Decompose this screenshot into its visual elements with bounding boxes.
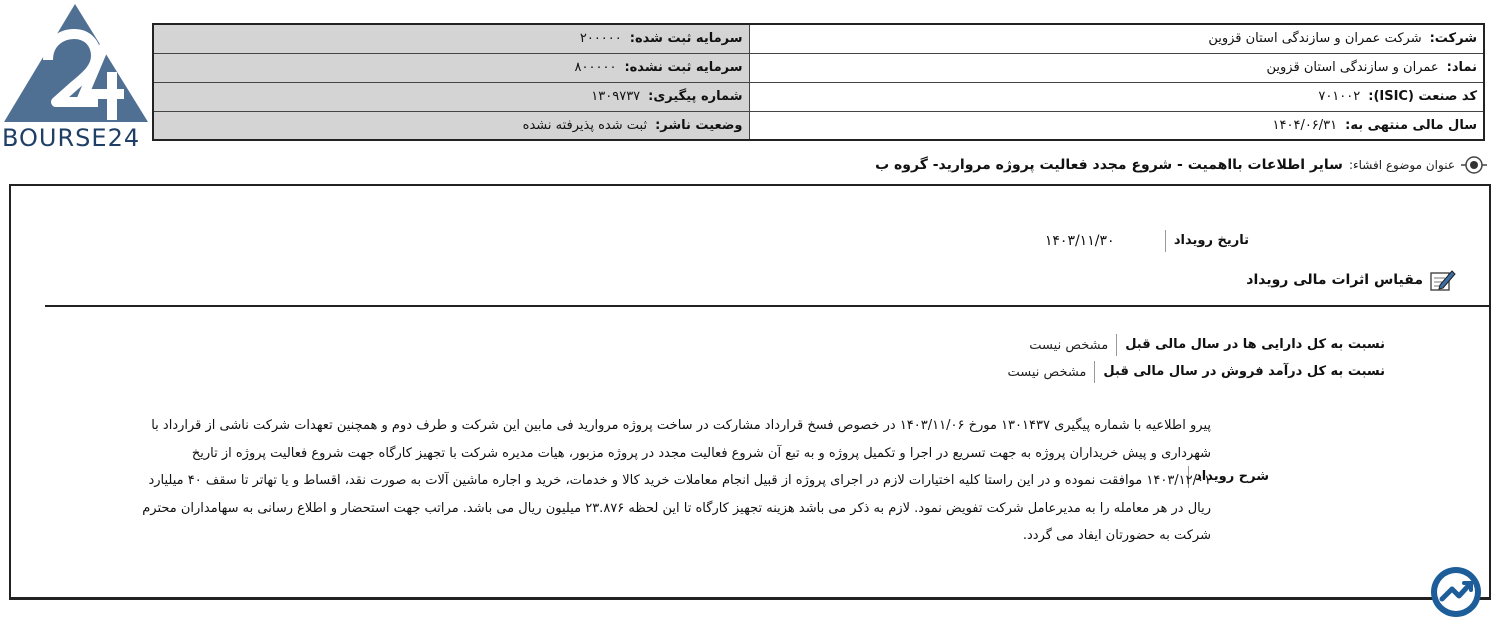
chart-badge-icon — [1429, 565, 1483, 619]
section-divider — [45, 305, 1489, 307]
isic-cell: کد صنعت (ISIC):۷۰۱۰۰۲ — [749, 82, 1484, 111]
subject-prefix: عنوان موضوع افشاء: — [1348, 158, 1455, 172]
financial-heading-text: مقیاس اثرات مالی رویداد — [1246, 272, 1423, 288]
tracking-number-cell: شماره پیگیری:۱۳۰۹۷۳۷ — [153, 82, 749, 111]
metric-label: نسبت به کل درآمد فروش در سال مالی قبل — [1094, 361, 1385, 383]
target-bullet-icon — [1461, 152, 1487, 178]
financial-impact-heading — [1246, 268, 1457, 292]
description-text: پیرو اطلاعیه با شماره پیگیری ۱۳۰۱۴۳۷ مورخ ۱۴۰۳/۱۱/۰۶ در خصوص فسخ قرارداد مشارکت در ساخت پروژه مروارید فی مابین این شرکت و طرف دوم و همچنین تعهدات شرکت ناشی از قرارداد با شهرداری و پیش خریداران پروژه به جهت تسریع در اجرا و تکمیل پروژه و به تبع آن شروع فعالیت مجدد در پروژه مزبور، هیات مدیره شرکت با تجهیز کارگاه جهت شروع فعالیت پروژه از تاریخ ۱۴۰۳/۱۲/۰۱ موافقت نموده و در این راستا کلیه اختیارات لازم در اجرای پروژه از قبیل انجام معاملات خرید کالا و خدمات، خرید و اجاره ماشین آلات به صورت نقد، اقساط و یا تهاتر تا سقف ۴۰ میلیارد ریال در هر معامله را به مدیرعامل شرکت تفویض نمود. لازم به ذکر می باشد هزینه تجهیز کارگاه تا این لحظه ۲۳.۸۷۶ میلیون ریال می باشد. مراتب جهت استحضار و اطلاع رسانی به سهامداران محترم شرکت به حضورتان ایفاد می گردد. — [142, 418, 1211, 543]
symbol-cell: نماد:عمران و سازندگی استان قزوین — [749, 53, 1484, 82]
fiscal-year-cell: سال مالی منتهی به:۱۴۰۴/۰۶/۳۱ — [749, 111, 1484, 140]
metric-assets-row — [1029, 334, 1385, 356]
metric-value: مشخص نیست — [1007, 364, 1087, 380]
company-info-table — [152, 23, 1485, 141]
metric-value: مشخص نیست — [1029, 337, 1109, 353]
company-cell: شرکت:شرکت عمران و سازندگی استان قزوین — [749, 24, 1484, 53]
description-label: شرح رویداد — [1188, 466, 1269, 488]
metric-label: نسبت به کل دارایی ها در سال مالی قبل — [1116, 334, 1385, 356]
note-edit-icon — [1429, 268, 1457, 292]
table-row — [153, 24, 1484, 53]
announcement-body — [9, 184, 1491, 600]
table-row — [153, 82, 1484, 111]
registered-capital-cell: سرمایه ثبت شده:۲۰۰۰۰۰ — [153, 24, 749, 53]
disclosure-subject — [875, 152, 1487, 178]
unregistered-capital-cell: سرمایه ثبت نشده:۸۰۰۰۰۰ — [153, 53, 749, 82]
publisher-status-cell: وضعیت ناشر:ثبت شده پذیرفته نشده — [153, 111, 749, 140]
table-row — [153, 111, 1484, 140]
event-date-label: تاریخ رویداد — [1165, 230, 1249, 252]
event-date-value: ۱۴۰۳/۱۱/۳۰ — [1044, 233, 1115, 249]
event-date-row — [1045, 230, 1249, 252]
table-row — [153, 53, 1484, 82]
logo-text: BOURSE24 — [2, 124, 141, 152]
subject-title: سایر اطلاعات بااهمیت - شروع مجدد فعالیت پروژه مروارید- گروه ب — [875, 157, 1343, 173]
metric-revenue-row — [1007, 361, 1385, 383]
